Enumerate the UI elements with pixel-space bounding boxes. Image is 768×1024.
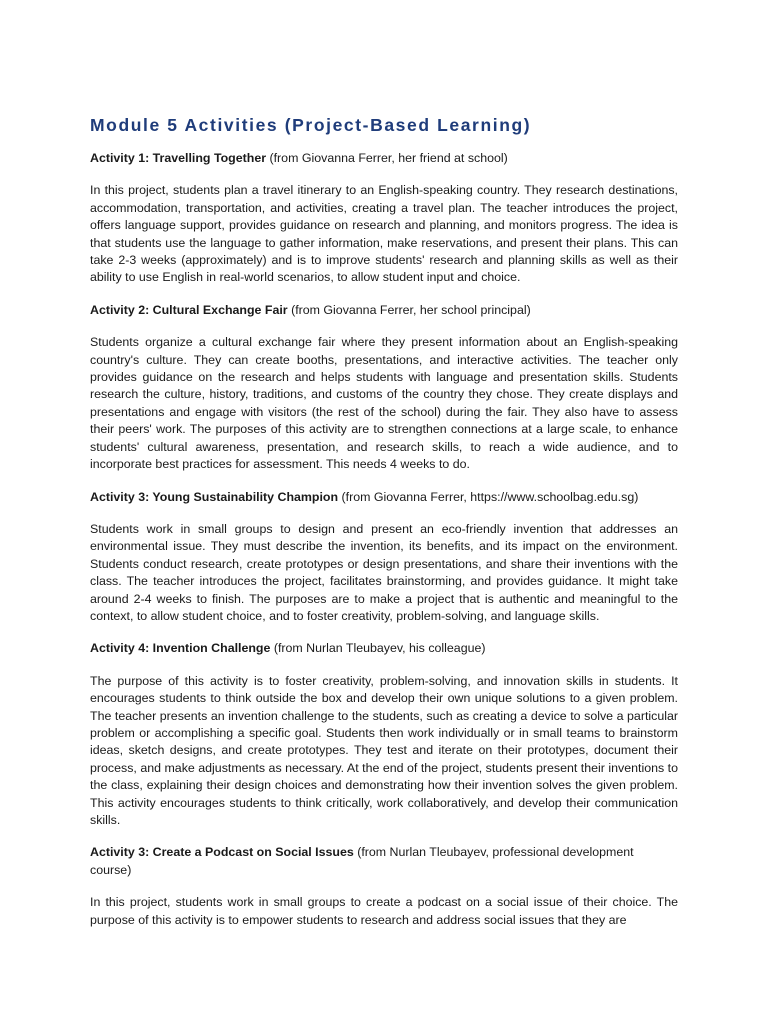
activity-2-body: Students organize a cultural exchange fair where they present information about an English-speaking country's culture. They can create booths, presentations, and interactive activities. The teacher only provides guidance on the research and helps students with language and presentation skills. Students research the culture, history, traditions, and customs of the country they chose. They create displays and presentations and engage with visitors (the rest of the school) during the fair. They also have to assess their peers' work. The purposes of this activity are to strengthen connections at a large scale, to enhance students' cultural awareness, presentation, and research skills, to reach a wide audience, and to incorporate best practices for assessment. This needs 4 weeks to do. — [90, 335, 678, 472]
activity-2-heading — [90, 302, 678, 319]
page-title: Module 5 Activities (Project-Based Learning) — [90, 115, 532, 135]
activity-3-heading — [90, 489, 678, 506]
activity-5-name: Activity 3: Create a Podcast on Social Issues — [90, 845, 354, 860]
activity-4-body: The purpose of this activity is to foster creativity, problem-solving, and innovation skills in students. It encourages students to think outside the box and develop their own unique solutions to a given problem. The teacher presents an invention challenge to the students, such as creating a device to solve a particular problem or accomplishing a specific goal. Students then work individually or in small teams to brainstorm ideas, sketch designs, and create prototypes. They test and iterate on their prototypes, document their process, and make adjustments as necessary. At the end of the project, students present their inventions to the class, explaining their design choices and demonstrating how their invention solves the given problem. This activity encourages students to think critically, work collaboratively, and develop their communication skills. — [90, 673, 678, 827]
activity-1-body: In this project, students plan a travel itinerary to an English-speaking country. They research destinations, accommodation, transportation, and activities, creating a travel plan. The teacher introduces the project, offers language support, provides guidance on research and planning, and monitors progress. The idea is that students use the language to gather information, make reservations, and present their plans. This can take 2-3 weeks (approximately) and is to improve students' research and planning skills as well as their ability to use English in real-world scenarios, to allow student input and choice. — [90, 183, 678, 285]
activity-1-source: (from Giovanna Ferrer, her friend at school) — [266, 151, 508, 165]
activity-4-heading — [90, 640, 678, 657]
activity-1-heading — [90, 150, 678, 167]
activity-5-heading — [90, 844, 678, 879]
document-page — [90, 112, 678, 944]
activity-1-name: Activity 1: Travelling Together — [90, 151, 267, 165]
activity-2-source: (from Giovanna Ferrer, her school principal) — [287, 302, 531, 317]
activity-5-body: In this project, students work in small groups to create a podcast on a social issue of their choice. The purpose of this activity is to empower students to research and address social issues that they are — [90, 895, 678, 927]
activity-4-source: (from Nurlan Tleubayev, his colleague) — [270, 641, 486, 656]
activity-2-name: Activity 2: Cultural Exchange Fair — [90, 302, 288, 317]
activity-4-name: Activity 4: Invention Challenge — [90, 641, 271, 656]
activity-5-source: (from Nurlan Tleubayev, professional development course) — [90, 845, 634, 877]
activity-3-body: Students work in small groups to design and present an eco-friendly invention that addresses an environmental issue. They must describe the invention, its benefits, and its impact on the environment. Students conduct research, create prototypes or design presentations, and share their inventions with the class. The teacher introduces the project, facilitates brainstorming, and provides guidance. It might take around 2-4 weeks to finish. The purposes are to make a project that is authentic and meaningful to the context, to allow student choice, and to foster creativity, problem-solving, and language skills. — [90, 521, 678, 623]
activity-3-name: Activity 3: Young Sustainability Champion — [90, 489, 339, 504]
activity-3-source: (from Giovanna Ferrer, https://www.schoolbag.edu.sg) — [338, 489, 639, 504]
